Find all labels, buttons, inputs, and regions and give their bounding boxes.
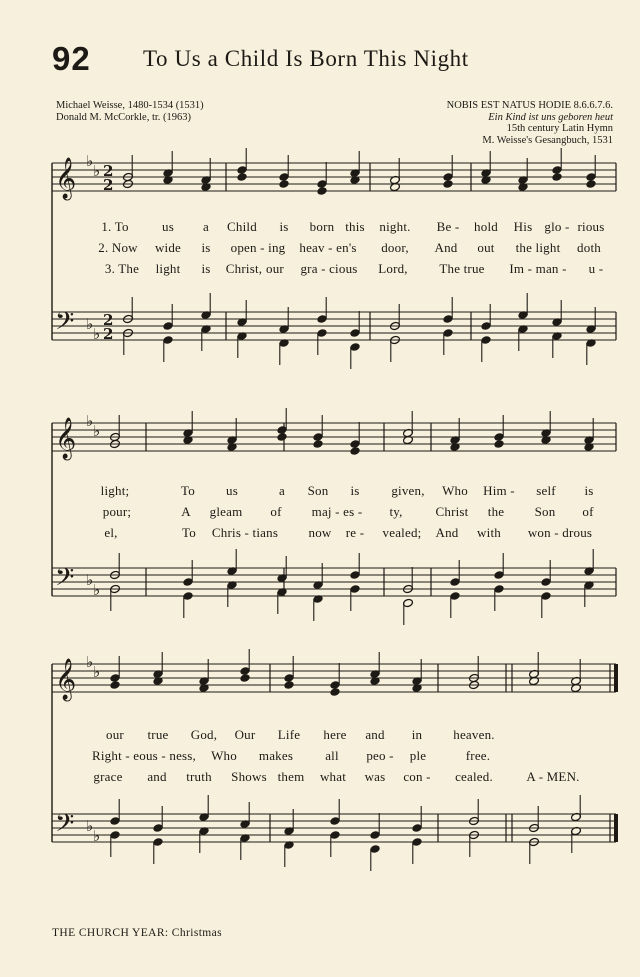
flat-sign: ♭ — [86, 571, 94, 589]
tune-name-meter: NOBIS EST NATUS HODIE 8.6.6.7.6. — [446, 100, 613, 111]
lyric-syllable: God, — [190, 727, 218, 742]
lyric-syllable: Shows — [231, 769, 267, 784]
alto-note — [317, 186, 328, 195]
lyric-syllable: out — [477, 240, 495, 255]
alto-note — [350, 446, 361, 455]
lyric-syllable: heav - en's — [299, 240, 357, 255]
lyric-syllable: a — [203, 219, 209, 234]
lyric-syllable: is — [201, 261, 211, 276]
alto-note — [313, 439, 324, 448]
lyric-syllable: makes — [258, 748, 294, 763]
footer — [52, 927, 222, 939]
alto-note — [240, 673, 251, 682]
lyric-syllable: 2. Now — [98, 240, 138, 255]
flat-sign: ♭ — [86, 412, 94, 430]
lyric-syllable: gra - cious — [300, 261, 358, 276]
lyric-syllable: our — [106, 727, 124, 742]
lyric-syllable: with — [477, 525, 501, 540]
hymn-title: To Us a Child Is Born This Night — [143, 46, 469, 71]
alto-note — [277, 432, 288, 441]
lyric-syllable: Child — [227, 219, 257, 234]
lyric-syllable: u - — [588, 261, 604, 276]
flat-sign: ♭ — [86, 315, 94, 333]
alto-note — [586, 179, 597, 188]
lyric-syllable: what — [319, 769, 347, 784]
lyric-syllable: pour; — [102, 504, 132, 519]
lyric-syllable: ty, — [389, 504, 403, 519]
lyric-syllable: And — [435, 525, 459, 540]
lyric-syllable: of — [270, 504, 282, 519]
lyric-syllable: here — [323, 727, 347, 742]
lyric-syllable: this — [345, 219, 365, 234]
lyric-syllable: the — [487, 504, 505, 519]
lyric-syllable: true — [147, 727, 169, 742]
lyric-syllable: The true — [439, 261, 485, 276]
lyric-syllable: doth — [577, 240, 601, 255]
lyric-syllable: re - — [345, 525, 365, 540]
lyric-syllable: A - MEN. — [526, 769, 580, 784]
footer-section: THE CHURCH YEAR: — [52, 927, 169, 939]
alto-note — [110, 680, 121, 689]
lyric-syllable: truth — [186, 769, 212, 784]
time-signature: 2 — [103, 162, 114, 180]
alto-note — [552, 172, 563, 181]
lyric-syllable: is — [584, 483, 594, 498]
flat-sign: ♭ — [86, 653, 94, 671]
lyric-syllable: And — [434, 240, 458, 255]
flat-sign: ♭ — [93, 581, 101, 599]
lyric-syllable: is — [279, 219, 289, 234]
flat-sign: ♭ — [93, 325, 101, 343]
lyric-syllable: peo - — [366, 748, 394, 763]
lyric-syllable: To — [181, 483, 195, 498]
lyric-syllable: Son — [307, 483, 329, 498]
lyric-syllable: and — [147, 769, 167, 784]
lyric-syllable: is — [350, 483, 360, 498]
lyric-syllable: Our — [234, 727, 256, 742]
tune-source: 15th century Latin Hymn — [506, 123, 613, 134]
lyric-syllable: now — [308, 525, 332, 540]
translator-credit-line: Donald M. McCorkle, tr. (1963) — [56, 111, 192, 123]
author-credit-line: Michael Weisse, 1480-1534 (1531) — [56, 100, 204, 111]
flat-sign: ♭ — [93, 162, 101, 180]
lyric-syllable: 3. The — [104, 261, 140, 276]
lyric-syllable: A — [181, 504, 191, 519]
lyric-syllable: us — [162, 219, 174, 234]
lyric-syllable: light; — [100, 483, 130, 498]
lyric-syllable: Im - man - — [509, 261, 567, 276]
lyric-syllable: 1. To — [101, 219, 129, 234]
lyric-syllable: self — [536, 483, 556, 498]
alto-note — [443, 179, 454, 188]
lyric-syllable: rious — [577, 219, 605, 234]
lyric-syllable: the light — [515, 240, 561, 255]
lyric-syllable: Be - — [436, 219, 460, 234]
lyric-syllable: Christ, — [225, 261, 263, 276]
lyric-syllable: in — [411, 727, 423, 742]
lyric-syllable: maj - es - — [311, 504, 363, 519]
lyric-syllable: wide — [154, 240, 182, 255]
lyric-syllable: gleam — [209, 504, 243, 519]
lyric-syllable: all — [325, 748, 339, 763]
lyric-syllable: Lord, — [378, 261, 408, 276]
flat-sign: ♭ — [93, 663, 101, 681]
flat-sign: ♭ — [93, 827, 101, 845]
lyric-syllable: door, — [381, 240, 409, 255]
flat-sign: ♭ — [86, 817, 94, 835]
lyric-syllable: con - — [403, 769, 431, 784]
footer-topic: Christmas — [171, 927, 223, 939]
lyric-syllable: To — [182, 525, 196, 540]
time-signature: 2 — [103, 325, 114, 343]
lyric-syllable: ple — [409, 748, 427, 763]
lyric-syllable: Who — [442, 483, 468, 498]
lyric-syllable: hold — [474, 219, 498, 234]
lyric-syllable: grace — [93, 769, 123, 784]
lyric-syllable: night. — [379, 219, 411, 234]
lyric-syllable: Him - — [483, 483, 515, 498]
lyric-syllable: born — [309, 219, 335, 234]
lyric-syllable: them — [277, 769, 305, 784]
lyric-syllable: given, — [391, 483, 425, 498]
bass-clef: 𝄢 — [55, 563, 75, 598]
bass-clef: 𝄢 — [55, 809, 75, 844]
lyric-syllable: won - drous — [527, 525, 593, 540]
bass-clef: 𝄢 — [55, 307, 75, 342]
lyric-syllable: of — [582, 504, 594, 519]
lyric-syllable: light — [155, 261, 181, 276]
lyric-syllable: heaven. — [453, 727, 495, 742]
hymn-number: 92 — [52, 40, 91, 77]
lyric-syllable: el, — [104, 525, 118, 540]
lyric-syllable: Right - eous - ness, — [91, 748, 197, 763]
lyric-syllable: Life — [277, 727, 301, 742]
alto-note — [330, 687, 341, 696]
lyric-syllable: Who — [211, 748, 237, 763]
lyric-syllable: is — [201, 240, 211, 255]
treble-clef: 𝄞 — [55, 158, 77, 199]
alto-note — [237, 172, 248, 181]
alto-note — [284, 680, 295, 689]
time-signature: 2 — [103, 176, 114, 194]
lyric-syllable: Christ — [435, 504, 469, 519]
lyric-syllable: free. — [465, 748, 491, 763]
flat-sign: ♭ — [93, 422, 101, 440]
lyric-syllable: us — [226, 483, 238, 498]
lyric-syllable: was — [364, 769, 386, 784]
lyric-syllable: our — [266, 261, 284, 276]
treble-clef: 𝄞 — [55, 659, 77, 700]
lyric-syllable: vealed; — [382, 525, 422, 540]
lyric-syllable: open - ing — [230, 240, 286, 255]
lyric-syllable: a — [279, 483, 285, 498]
original-title: Ein Kind ist uns geboren heut — [488, 111, 613, 123]
lyric-syllable: glo - — [544, 219, 570, 234]
time-signature: 2 — [103, 311, 114, 329]
flat-sign: ♭ — [86, 152, 94, 170]
lyric-syllable: Chris - tians — [211, 525, 279, 540]
lyric-syllable: and — [365, 727, 385, 742]
tune-publication: M. Weisse's Gesangbuch, 1531 — [482, 134, 613, 146]
lyric-syllable: Son — [534, 504, 556, 519]
lyric-syllable: His — [513, 219, 533, 234]
lyric-syllable: cealed. — [455, 769, 493, 784]
treble-clef: 𝄞 — [55, 418, 77, 459]
alto-note — [494, 439, 505, 448]
alto-note — [279, 179, 290, 188]
